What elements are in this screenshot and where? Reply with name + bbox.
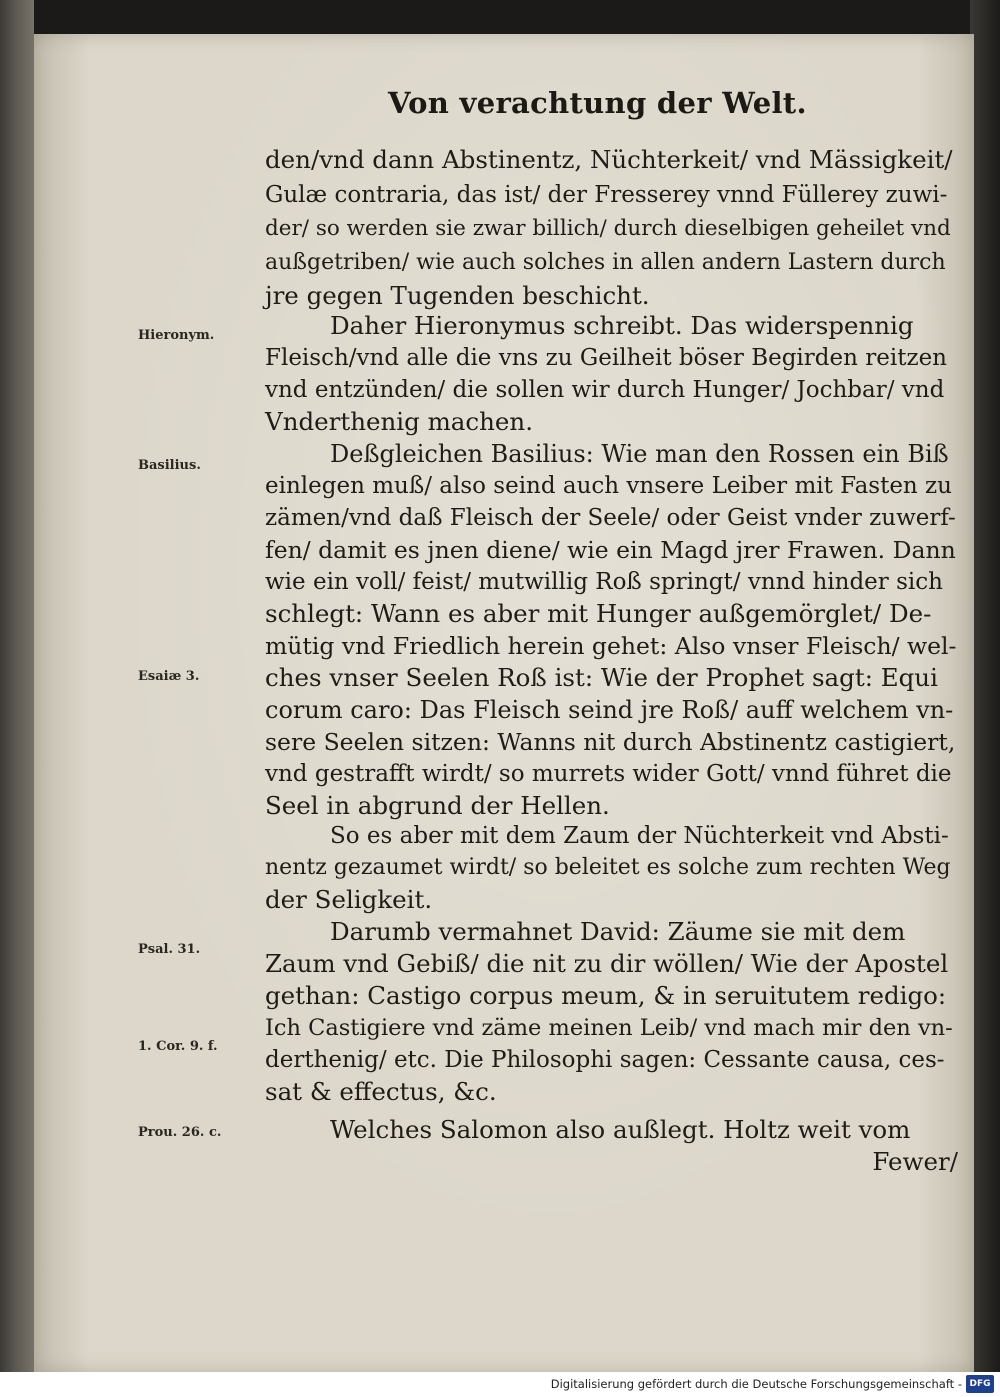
text-line-19: sere Seelen sitzen: Wanns nit durch Abstinentz castigiert, [265, 728, 956, 756]
margin-note-hieronymus: Hieronym. [138, 328, 215, 343]
page-edge-shadow [970, 0, 1000, 1372]
dfg-logo-icon: DFG [966, 1375, 994, 1393]
text-line-17: ches vnser Seelen Roß ist: Wie der Prophet sagt: Equi [265, 663, 938, 692]
text-line-10: Deßgleichen Basilius: Wie man den Rossen ein Biß [330, 440, 949, 468]
text-line-29: derthenig/ etc. Die Philosophi sagen: Cessante causa, ces- [265, 1047, 945, 1073]
margin-note-esaiae: Esaiæ 3. [138, 669, 200, 684]
margin-note-psalm: Psal. 31. [138, 942, 201, 957]
text-line-23: nentz gezaumet wirdt/ so beleitet es solche zum rechten Weg [265, 855, 951, 880]
text-line-28: Ich Castigiere vnd zäme meinen Leib/ vnd mach mir den vn- [265, 1015, 953, 1041]
footer-bar [0, 1372, 1000, 1397]
text-line-9: Vnderthenig machen. [265, 407, 533, 436]
text-line-31: Welches Salomon also außlegt. Holtz weit vom [330, 1115, 911, 1144]
text-line-11: einlegen muß/ also seind auch vnsere Leiber mit Fasten zu [265, 473, 952, 499]
margin-note-proverbs: Prou. 26. c. [138, 1125, 222, 1140]
text-line-27: gethan: Castigo corpus meum, & in seruitutem redigo: [265, 981, 947, 1010]
text-line-26: Zaum vnd Gebiß/ die nit zu dir wöllen/ Wie der Apostel [265, 949, 949, 978]
text-line-16: mütig vnd Friedlich herein gehet: Also vnser Fleisch/ wel- [265, 632, 957, 660]
text-line-3: der/ so werden sie zwar billich/ durch dieselbigen geheilet vnd [265, 216, 951, 241]
text-line-2: Gulæ contraria, das ist/ der Fresserey vnnd Füllerey zuwi- [265, 182, 948, 208]
text-line-4: außgetriben/ wie auch solches in allen andern Lastern durch [265, 250, 946, 275]
text-line-21: Seel in abgrund der Hellen. [265, 791, 610, 820]
text-line-14: wie ein voll/ feist/ mutwillig Roß springt/ vnnd hinder sich [265, 569, 943, 595]
text-line-7: Fleisch/vnd alle die vns zu Geilheit böser Begirden reitzen [265, 345, 947, 371]
text-line-24: der Seligkeit. [265, 885, 433, 914]
text-line-5: jre gegen Tugenden beschicht. [265, 281, 650, 310]
text-line-20: vnd gestrafft wirdt/ so murrets wider Gott/ vnnd führet die [265, 761, 952, 787]
text-line-30: sat & effectus, &c. [265, 1077, 497, 1106]
text-line-12: zämen/vnd daß Fleisch der Seele/ oder Geist vnder zuwerf- [265, 505, 956, 531]
margin-note-corinthians: 1. Cor. 9. f. [138, 1039, 218, 1054]
footer-credit-text: Digitalisierung gefördert durch die Deutsche Forschungsgemeinschaft - [550, 1377, 962, 1391]
text-line-1: den/vnd dann Abstinentz, Nüchterkeit/ vnd Mässigkeit/ [265, 145, 953, 174]
running-head: Von verachtung der Welt. [388, 86, 807, 120]
text-line-22: So es aber mit dem Zaum der Nüchterkeit vnd Absti- [330, 823, 949, 849]
text-line-8: vnd entzünden/ die sollen wir durch Hunger/ Jochbar/ vnd [265, 377, 945, 403]
catchword: Fewer/ [872, 1147, 958, 1176]
text-line-25: Darumb vermahnet David: Zäume sie mit dem [330, 917, 906, 946]
text-line-6: Daher Hieronymus schreibt. Das widerspennig [330, 311, 914, 340]
margin-note-basilius: Basilius. [138, 458, 201, 473]
book-spine-shadow [0, 0, 34, 1372]
text-line-18: corum caro: Das Fleisch seind jre Roß/ auff welchem vn- [265, 696, 954, 724]
text-line-15: schlegt: Wann es aber mit Hunger außgemörglet/ De- [265, 599, 932, 628]
text-line-13: fen/ damit es jnen diene/ wie ein Magd jrer Frawen. Dann [265, 536, 956, 564]
